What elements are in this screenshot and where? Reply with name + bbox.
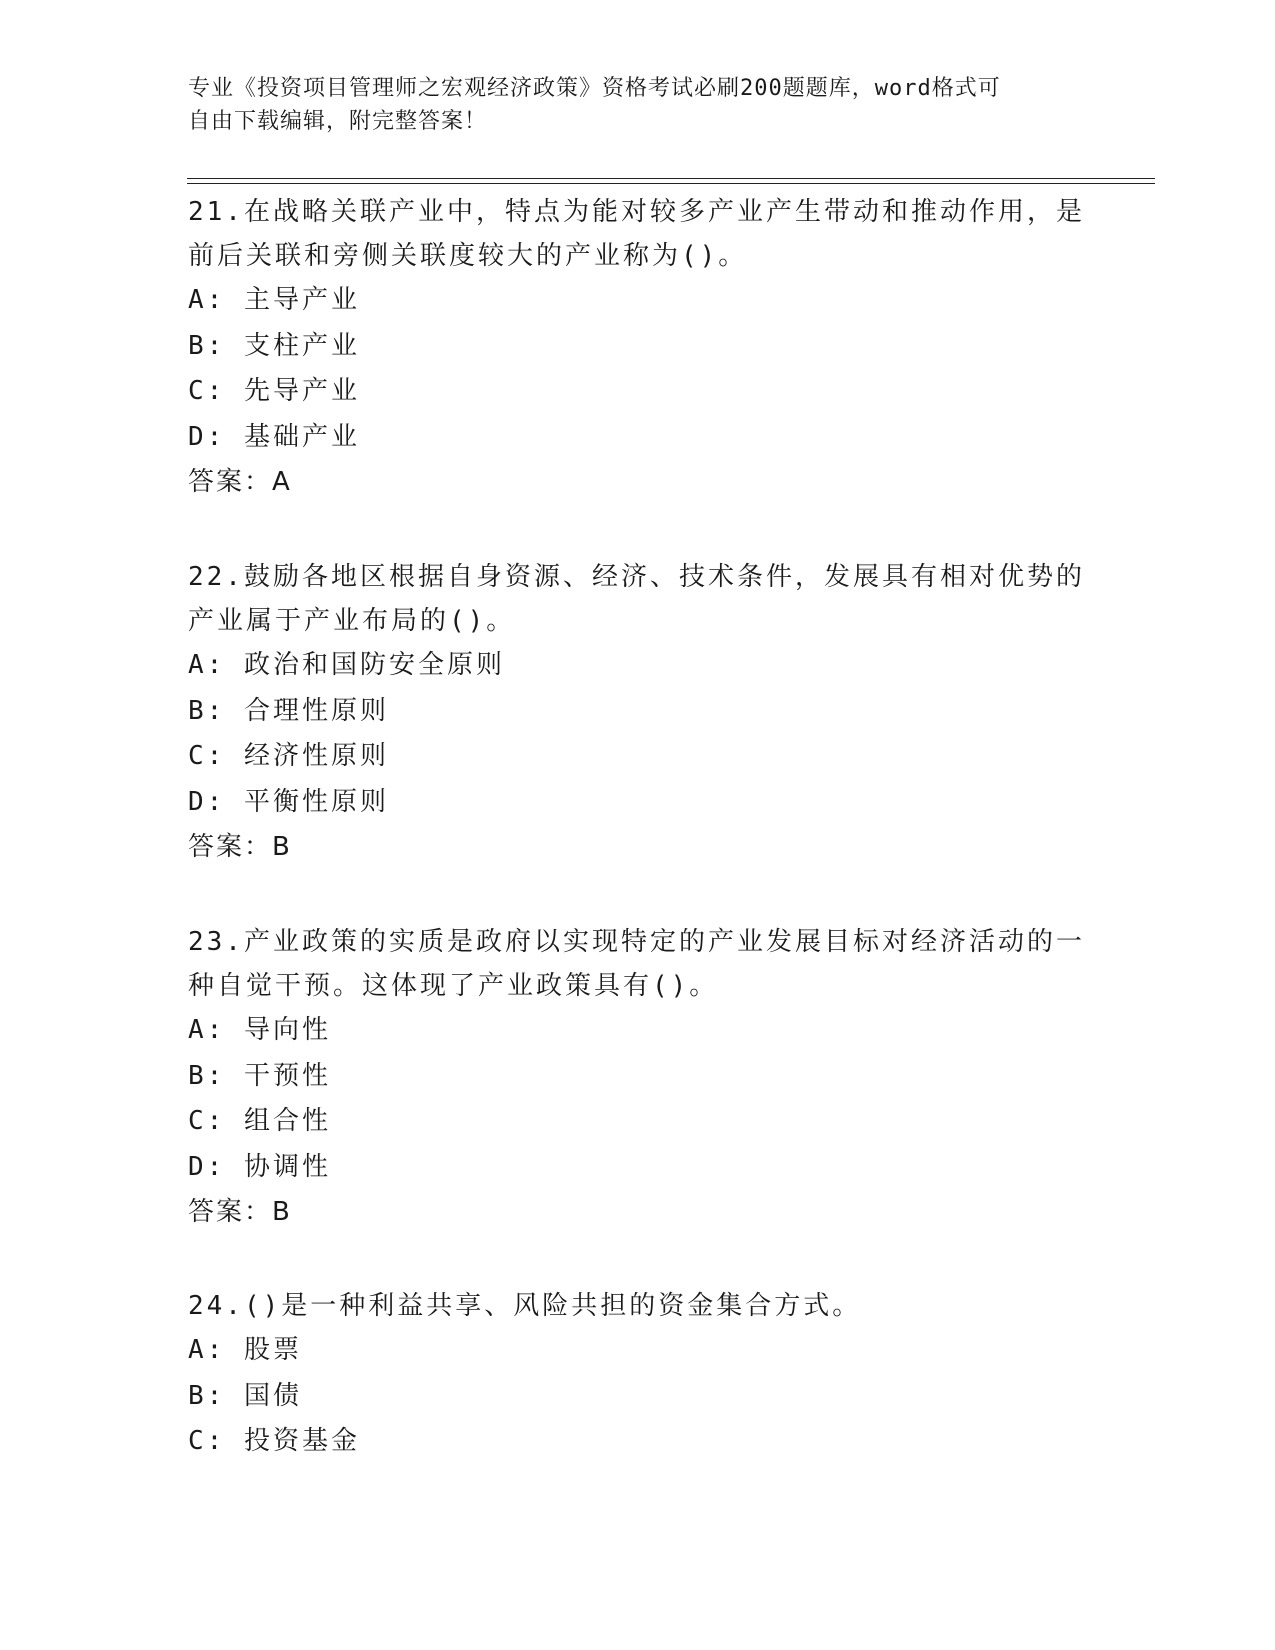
option-a: A: 导向性 [188, 1015, 331, 1045]
question-23 [188, 920, 1088, 1236]
option-b: B: 干预性 [188, 1060, 331, 1091]
question-stem [188, 190, 1088, 278]
question-stem [188, 555, 1088, 643]
document-header [188, 72, 1088, 138]
question-24 [188, 1284, 1088, 1465]
question-22 [188, 555, 1088, 871]
header-line-2: 自由下载编辑，附完整答案！ [188, 109, 488, 134]
option-c: C: 先导产业 [188, 376, 360, 406]
header-divider-bottom [187, 183, 1155, 184]
option-a: A: 股票 [188, 1335, 302, 1365]
question-stem-line: 23.产业政策的实质是政府以实现特定的产业发展目标对经济活动的一 [188, 927, 1085, 957]
question-stem [188, 1284, 1088, 1328]
option-d: D: 协调性 [188, 1151, 331, 1182]
option-c: C: 组合性 [188, 1106, 331, 1136]
question-stem-line: 22.鼓励各地区根据自身资源、经济、技术条件，发展具有相对优势的 [188, 562, 1085, 592]
option-c: C: 投资基金 [188, 1426, 360, 1456]
header-line-1: 专业《投资项目管理师之宏观经济政策》资格考试必刷200题题库，word格式可 [188, 76, 1001, 101]
option-b: B: 合理性原则 [188, 695, 389, 726]
option-d: D: 基础产业 [188, 421, 360, 452]
question-stem-line: 产业属于产业布局的()。 [188, 606, 516, 636]
option-b: B: 支柱产业 [188, 330, 360, 361]
question-stem-line: 24.()是一种利益共享、风险共担的资金集合方式。 [188, 1291, 862, 1321]
option-a: A: 政治和国防安全原则 [188, 650, 505, 680]
question-21 [188, 190, 1088, 506]
question-stem [188, 920, 1088, 1008]
answer-line: 答案：B [188, 1197, 292, 1227]
question-stem-line: 前后关联和旁侧关联度较大的产业称为()。 [188, 241, 748, 271]
option-c: C: 经济性原则 [188, 741, 389, 771]
answer-line: 答案：B [188, 832, 292, 862]
option-b: B: 国债 [188, 1380, 302, 1411]
question-stem-line: 21.在战略关联产业中，特点为能对较多产业产生带动和推动作用，是 [188, 197, 1085, 227]
option-a: A: 主导产业 [188, 285, 360, 315]
answer-line: 答案：A [188, 467, 292, 497]
question-stem-line: 种自觉干预。这体现了产业政策具有()。 [188, 971, 719, 1001]
header-divider-top [187, 178, 1155, 179]
option-d: D: 平衡性原则 [188, 786, 389, 817]
